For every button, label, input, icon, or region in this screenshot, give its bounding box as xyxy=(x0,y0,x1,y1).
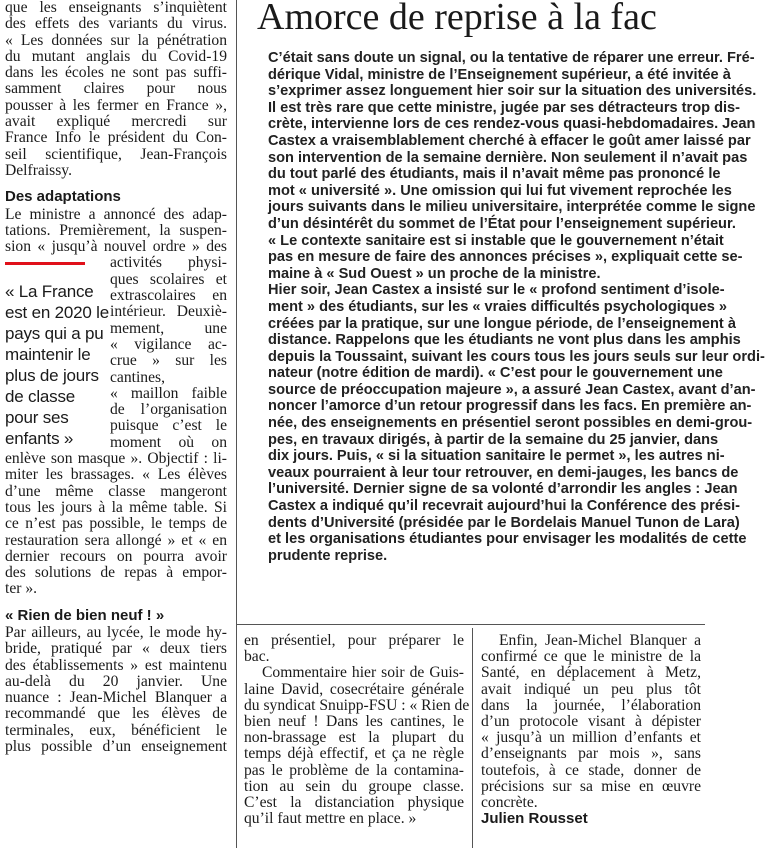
text-line: ce n’est pas possible, le temps de xyxy=(5,515,227,533)
text-line: temps déjà effectif, et ça ne règle xyxy=(244,745,464,763)
text-line: cantines, xyxy=(110,368,165,386)
text-line: moment où on xyxy=(110,433,227,451)
text-line: miter les brassages. « Les élèves xyxy=(5,466,227,484)
text-line: du mutant anglais du Covid-19 xyxy=(5,47,227,65)
text-line: non-brassage est la plupart du xyxy=(244,729,464,747)
text-line: avait expliqué mercredi sur xyxy=(5,113,227,131)
subhead-rien-de-bien-neuf: « Rien de bien neuf ! » xyxy=(5,606,165,624)
text-line: samment claires pour nous xyxy=(5,80,227,98)
pullquote xyxy=(5,255,110,451)
text-line: Commentaire hier soir de Guis- xyxy=(262,664,464,682)
text-line: ter ». xyxy=(5,580,38,598)
column-divider-left xyxy=(236,0,237,848)
left-paragraph-bottom xyxy=(5,625,227,755)
text-line: avait indiqué un peu plus tôt xyxy=(481,680,701,698)
text-line: mot « université ». Une omission qui lui fut vivement reprochée les xyxy=(268,182,732,199)
text-line: prudente reprise. xyxy=(268,547,388,564)
text-line: Le ministre a annoncé des adap- xyxy=(5,205,227,223)
text-line: des établissements » est maintenu xyxy=(5,656,227,674)
text-line: confirmé ce que le ministre de la xyxy=(481,648,701,666)
text-line: de l’organisation xyxy=(110,401,227,419)
text-line: terminales, eux, bénéficient le xyxy=(5,721,227,739)
text-line: pas le problème de la contamina- xyxy=(244,761,464,779)
text-line: sion « jusqu’à nouvel ordre » des xyxy=(5,238,227,256)
text-line: Hier soir, Jean Castex a insisté sur le « profond sentiment d’isole- xyxy=(268,282,725,299)
text-line: ment » des étudiants, sur les « vraies difficultés psychologiques » xyxy=(268,298,728,315)
text-line: née, des enseignements en présentiel seront possibles en demi-grou- xyxy=(268,415,753,432)
text-line: dents d’Université (présidée par le Bordelais Manuel Tunon de Lara) xyxy=(268,514,740,531)
sidebar-box xyxy=(258,50,765,564)
text-line: noncer l’amorce d’un retour progressif dans les facs. En première an- xyxy=(268,398,752,415)
text-line: s’exprimer assez longuement hier soir sur la situation des universités. xyxy=(268,83,757,100)
text-line: concrète. xyxy=(481,794,538,812)
text-line: « Le contexte sanitaire est si instable que le gouvernement n’était xyxy=(268,232,724,249)
text-line: Delfraissy. xyxy=(5,161,72,179)
text-line: bride, pratiqué par « deux tiers xyxy=(5,640,227,658)
text-line: au-delà du 20 janvier. Une xyxy=(5,672,227,690)
left-paragraph-adaptations xyxy=(5,207,227,256)
text-line: restauration sera allongé » et « en xyxy=(5,531,227,549)
article-headline: Amorce de reprise à la fac xyxy=(257,0,657,38)
text-line: enlève son masque ». Objectif : li- xyxy=(5,450,227,468)
text-line: en présentiel, pour préparer le xyxy=(244,632,464,649)
text-line: seil scientifique, Jean-François xyxy=(5,145,227,163)
text-line: laine David, cosecrétaire générale xyxy=(244,680,464,698)
box-paragraph-2 xyxy=(258,282,765,564)
text-line: extrascolaires en xyxy=(110,287,227,305)
text-line: maine à « Sud Ouest » un proche de la ministre. xyxy=(268,265,601,282)
text-line: jours suivants dans le milieu universitaire, interprétée comme le signe xyxy=(268,199,756,216)
text-line: précisions sur sa mise en œuvre xyxy=(481,777,701,795)
text-line: tion au sein du groupe classe. xyxy=(244,777,464,795)
left-column xyxy=(5,0,227,755)
text-line: France Info le président du Con- xyxy=(5,129,227,147)
text-line: « jusqu’à un million d’enfants et xyxy=(481,729,701,747)
left-paragraph-after-quote xyxy=(5,451,227,598)
text-line: bac. xyxy=(244,648,270,666)
text-line: plus possible d’un enseignement xyxy=(5,738,227,756)
text-line: dans les écoles ne sont pas suffi- xyxy=(5,64,227,82)
text-line: des effets des variants du virus. xyxy=(5,15,227,33)
text-line: des solutions de repas à empor- xyxy=(5,564,227,582)
text-line: pes, en travaux dirigés, à partir de la semaine du 25 janvier, dans xyxy=(268,431,719,448)
pullquote-text: « La France est en 2020 le pays qui a pu maintenir le plus de jours de classe pour ses enfants » xyxy=(5,282,110,449)
text-line: source de préoccupation majeure », a assuré Jean Castex, avant d’an- xyxy=(268,381,756,398)
left-wrapped-text xyxy=(110,255,227,451)
box-paragraph-1 xyxy=(258,50,757,282)
text-line: dernier recours on pourra avoir xyxy=(5,547,227,565)
text-line: d’un protocole visant à dépister xyxy=(481,713,701,731)
text-line: Il est très rare que cette ministre, jugée par ses détracteurs trop dis- xyxy=(268,99,741,116)
text-line: d’une même classe mangeront xyxy=(5,482,227,500)
text-line: pas en mesure de faire des annonces précises », expliquait cette se- xyxy=(268,249,743,266)
left-paragraph-top xyxy=(5,0,227,179)
subhead-adaptations: Des adaptations xyxy=(5,188,121,206)
text-line: intérieur. Deuxiè- xyxy=(110,303,227,321)
text-line: « vigilance ac- xyxy=(110,335,227,353)
text-line: C’est la distanciation physique xyxy=(244,794,464,812)
right-column xyxy=(481,633,701,827)
text-line: « maillon faible xyxy=(110,384,227,402)
text-line: du syndicat Snuipp-FSU : « Rien de xyxy=(244,696,470,714)
pullquote-wrap xyxy=(5,255,227,451)
text-line: tations. Premièrement, la suspen- xyxy=(5,221,227,239)
text-line: du tout parlé des étudiants, mais il n’avait même pas prononcé le xyxy=(268,166,721,183)
text-line: d’enseignants par mois », sans xyxy=(481,745,701,763)
box-bottom-rule xyxy=(236,624,705,625)
text-line: tous les jours à la même table. Si xyxy=(5,498,227,516)
text-line: d’un désintérêt du sommet de l’État pour l’enseignement supérieur. xyxy=(268,215,736,232)
text-line: son intervention de la semaine dernière. Non seulement il n’avait pas xyxy=(268,149,748,166)
author-signature: Julien Rousset xyxy=(481,810,588,828)
text-line: veaux pourraient à leur tour retrouver, en demi-jauges, les bancs de xyxy=(268,464,739,481)
text-line: Castex a vraisemblablement cherché à effacer le goût amer laissé par xyxy=(268,132,751,149)
text-line: puisque c’est le xyxy=(110,417,227,435)
right-column-text xyxy=(481,633,701,811)
text-line: depuis la Toussaint, suivant les cours tous les jours seuls sur leur ordi- xyxy=(268,348,765,365)
text-line: ques scolaires et xyxy=(110,270,227,288)
column-divider-bottom xyxy=(472,628,473,848)
text-line: Santé, en déplacement à Metz, xyxy=(481,664,701,682)
text-line: activités physi- xyxy=(110,254,227,272)
text-line: et les organisations étudiantes pour envisager les modalités de cette xyxy=(268,531,747,548)
text-line: nateur (notre édition de mardi). « C’est pour le gouvernement une xyxy=(268,365,723,382)
text-line: pousser à les fermer en France », xyxy=(5,96,227,114)
text-line: l’université. Dernier signe de sa volonté d’arrondir les angles : Jean xyxy=(268,481,738,498)
text-line: crue » sur les xyxy=(110,352,227,370)
text-line: bien neuf ! Dans les cantines, le xyxy=(244,713,464,731)
text-line: C’était sans doute un signal, ou la tentative de réparer une erreur. Fré- xyxy=(268,50,755,66)
text-line: que les enseignants s’inquiètent xyxy=(5,0,227,16)
text-line: Enfin, Jean-Michel Blanquer a xyxy=(499,632,701,649)
text-line: distance. Rappelons que les étudiants ne vont plus dans les amphis xyxy=(268,332,741,349)
text-line: Castex a indiqué qu’il recevrait aujourd’hui la Conférence des prési- xyxy=(268,498,740,515)
text-line: toutefois, à ce stade, donner de xyxy=(481,761,701,779)
text-line: Par ailleurs, au lycée, le mode hy- xyxy=(5,623,227,641)
text-line: crète, intervienne lors de ces rendez-vous quasi-hebdomadaires. Jean xyxy=(268,116,756,133)
text-line: qu’il faut mettre en place. » xyxy=(244,810,417,828)
text-line: « Les données sur la pénétration xyxy=(5,31,227,49)
text-line: dans la journée, l’élaboration xyxy=(481,696,701,714)
text-line: créées par la pratique, sur une longue période, de l’enseignement à xyxy=(268,315,736,332)
text-line: recommandé que les élèves de xyxy=(5,705,227,723)
text-line: mement, une xyxy=(110,319,227,337)
pullquote-accent-bar xyxy=(5,262,85,265)
text-line: dix jours. Puis, « si la situation sanitaire le permet », les autres ni- xyxy=(268,448,725,465)
middle-column xyxy=(244,632,470,828)
text-line: nuance : Jean-Michel Blanquer a xyxy=(5,689,227,707)
text-line: dérique Vidal, ministre de l’Enseignement supérieur, a été invitée à xyxy=(268,66,731,83)
